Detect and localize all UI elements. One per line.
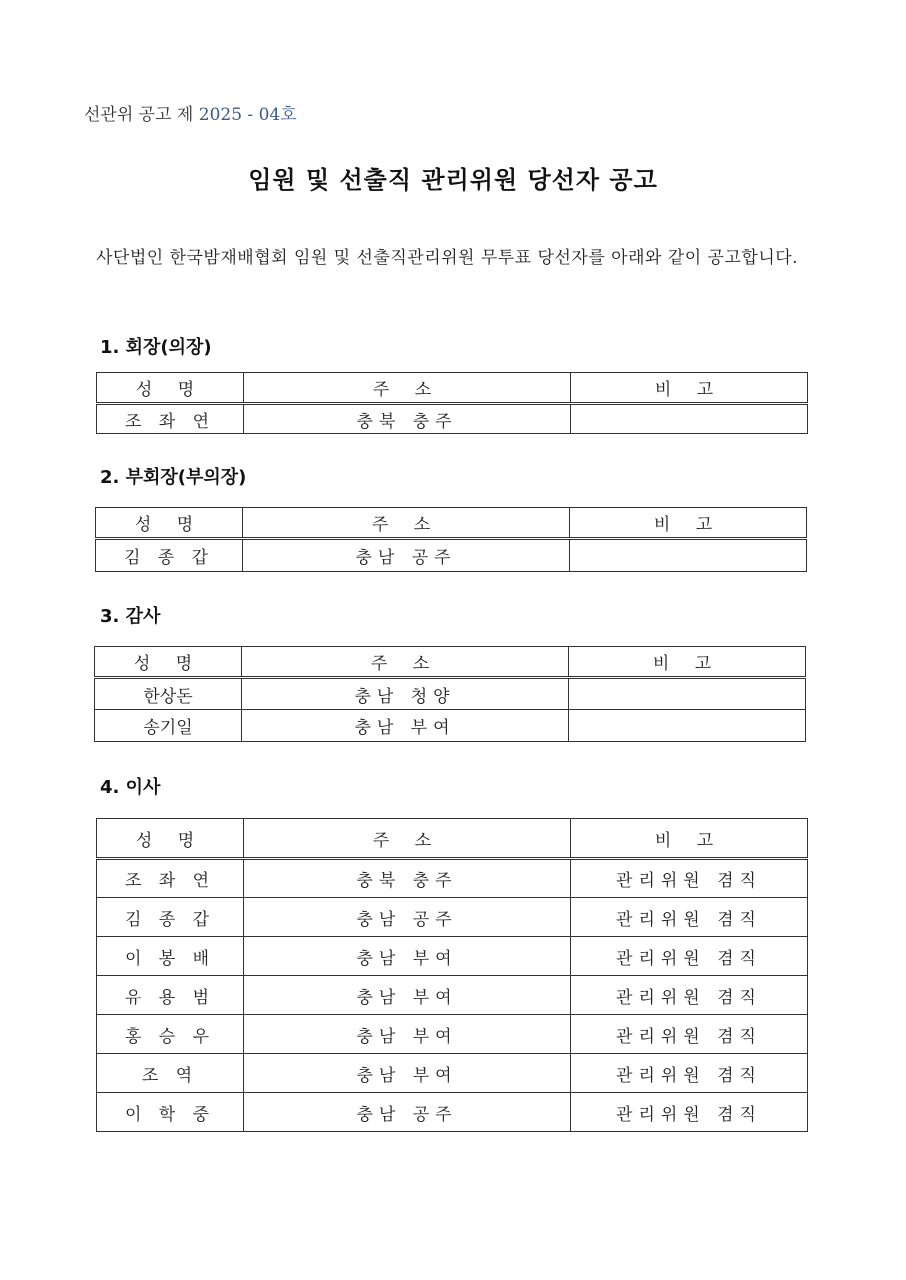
cell-address: 충남 부여: [244, 976, 571, 1015]
cell-name: 송기일: [95, 710, 242, 742]
column-header-name: 성 명: [97, 819, 244, 859]
cell-address: 충북 충주: [244, 859, 571, 898]
directors-table: [96, 818, 808, 1132]
section-heading-directors: 4. 이사: [100, 777, 161, 798]
cell-name: 홍 승 우: [97, 1015, 244, 1054]
column-header-name: 성 명: [95, 647, 242, 678]
cell-name: 김 종 갑: [97, 898, 244, 937]
cell-name: 조 좌 연: [97, 404, 244, 434]
table-row: [97, 1093, 808, 1132]
cell-note: [569, 710, 806, 742]
chairman-table: [96, 372, 808, 434]
column-header-address: 주 소: [243, 508, 570, 539]
column-header-address: 주 소: [242, 647, 569, 678]
column-header-note: 비 고: [569, 647, 806, 678]
cell-note: [571, 404, 808, 434]
cell-address: 충남 공주: [243, 539, 570, 572]
table-row: [97, 1054, 808, 1093]
cell-name: 조 좌 연: [97, 859, 244, 898]
intro-paragraph: 사단법인 한국밤재배협회 임원 및 선출직관리위원 무투표 당선자를 아래와 같이 공고합니다.: [96, 248, 799, 268]
cell-note: [570, 539, 807, 572]
cell-note: 관리위원 겸직: [571, 937, 808, 976]
vice-chairman-table: [95, 507, 807, 572]
table-row: [95, 678, 806, 710]
cell-address: 충남 부여: [244, 937, 571, 976]
page-title: 임원 및 선출직 관리위원 당선자 공고: [248, 166, 658, 194]
table-row: [97, 1015, 808, 1054]
cell-address: 충남 부여: [244, 1015, 571, 1054]
cell-note: 관리위원 겸직: [571, 1093, 808, 1132]
table-row: [97, 404, 808, 434]
cell-name: 이 봉 배: [97, 937, 244, 976]
cell-note: 관리위원 겸직: [571, 976, 808, 1015]
cell-note: 관리위원 겸직: [571, 859, 808, 898]
cell-name: 조 역: [97, 1054, 244, 1093]
section-heading-chairman: 1. 회장(의장): [100, 337, 212, 358]
notice-number: 2025 - 04호: [198, 105, 297, 125]
cell-note: 관리위원 겸직: [571, 898, 808, 937]
cell-address: 충남 공주: [244, 1093, 571, 1132]
cell-name: 유 용 범: [97, 976, 244, 1015]
table-row: [96, 539, 807, 572]
table-row: [95, 710, 806, 742]
table-row: [97, 898, 808, 937]
cell-name: 김 종 갑: [96, 539, 243, 572]
table-row: [97, 976, 808, 1015]
table-row: [97, 937, 808, 976]
column-header-address: 주 소: [244, 373, 571, 404]
section-heading-vice-chairman: 2. 부회장(부의장): [100, 467, 247, 488]
column-header-note: 비 고: [571, 819, 808, 859]
cell-address: 충남 청양: [242, 678, 569, 710]
cell-name: 이 학 중: [97, 1093, 244, 1132]
column-header-address: 주 소: [244, 819, 571, 859]
column-header-note: 비 고: [570, 508, 807, 539]
table-row: [97, 859, 808, 898]
notice-number-line: [84, 100, 297, 125]
cell-note: 관리위원 겸직: [571, 1054, 808, 1093]
cell-address: 충남 공주: [244, 898, 571, 937]
section-heading-auditor: 3. 감사: [100, 606, 161, 627]
cell-address: 충남 부여: [244, 1054, 571, 1093]
auditor-table: [94, 646, 806, 742]
cell-address: 충북 충주: [244, 404, 571, 434]
cell-name: 한상돈: [95, 678, 242, 710]
column-header-name: 성 명: [97, 373, 244, 404]
cell-note: 관리위원 겸직: [571, 1015, 808, 1054]
column-header-note: 비 고: [571, 373, 808, 404]
column-header-name: 성 명: [96, 508, 243, 539]
cell-note: [569, 678, 806, 710]
cell-address: 충남 부여: [242, 710, 569, 742]
notice-prefix: 선관위 공고 제: [84, 105, 194, 125]
